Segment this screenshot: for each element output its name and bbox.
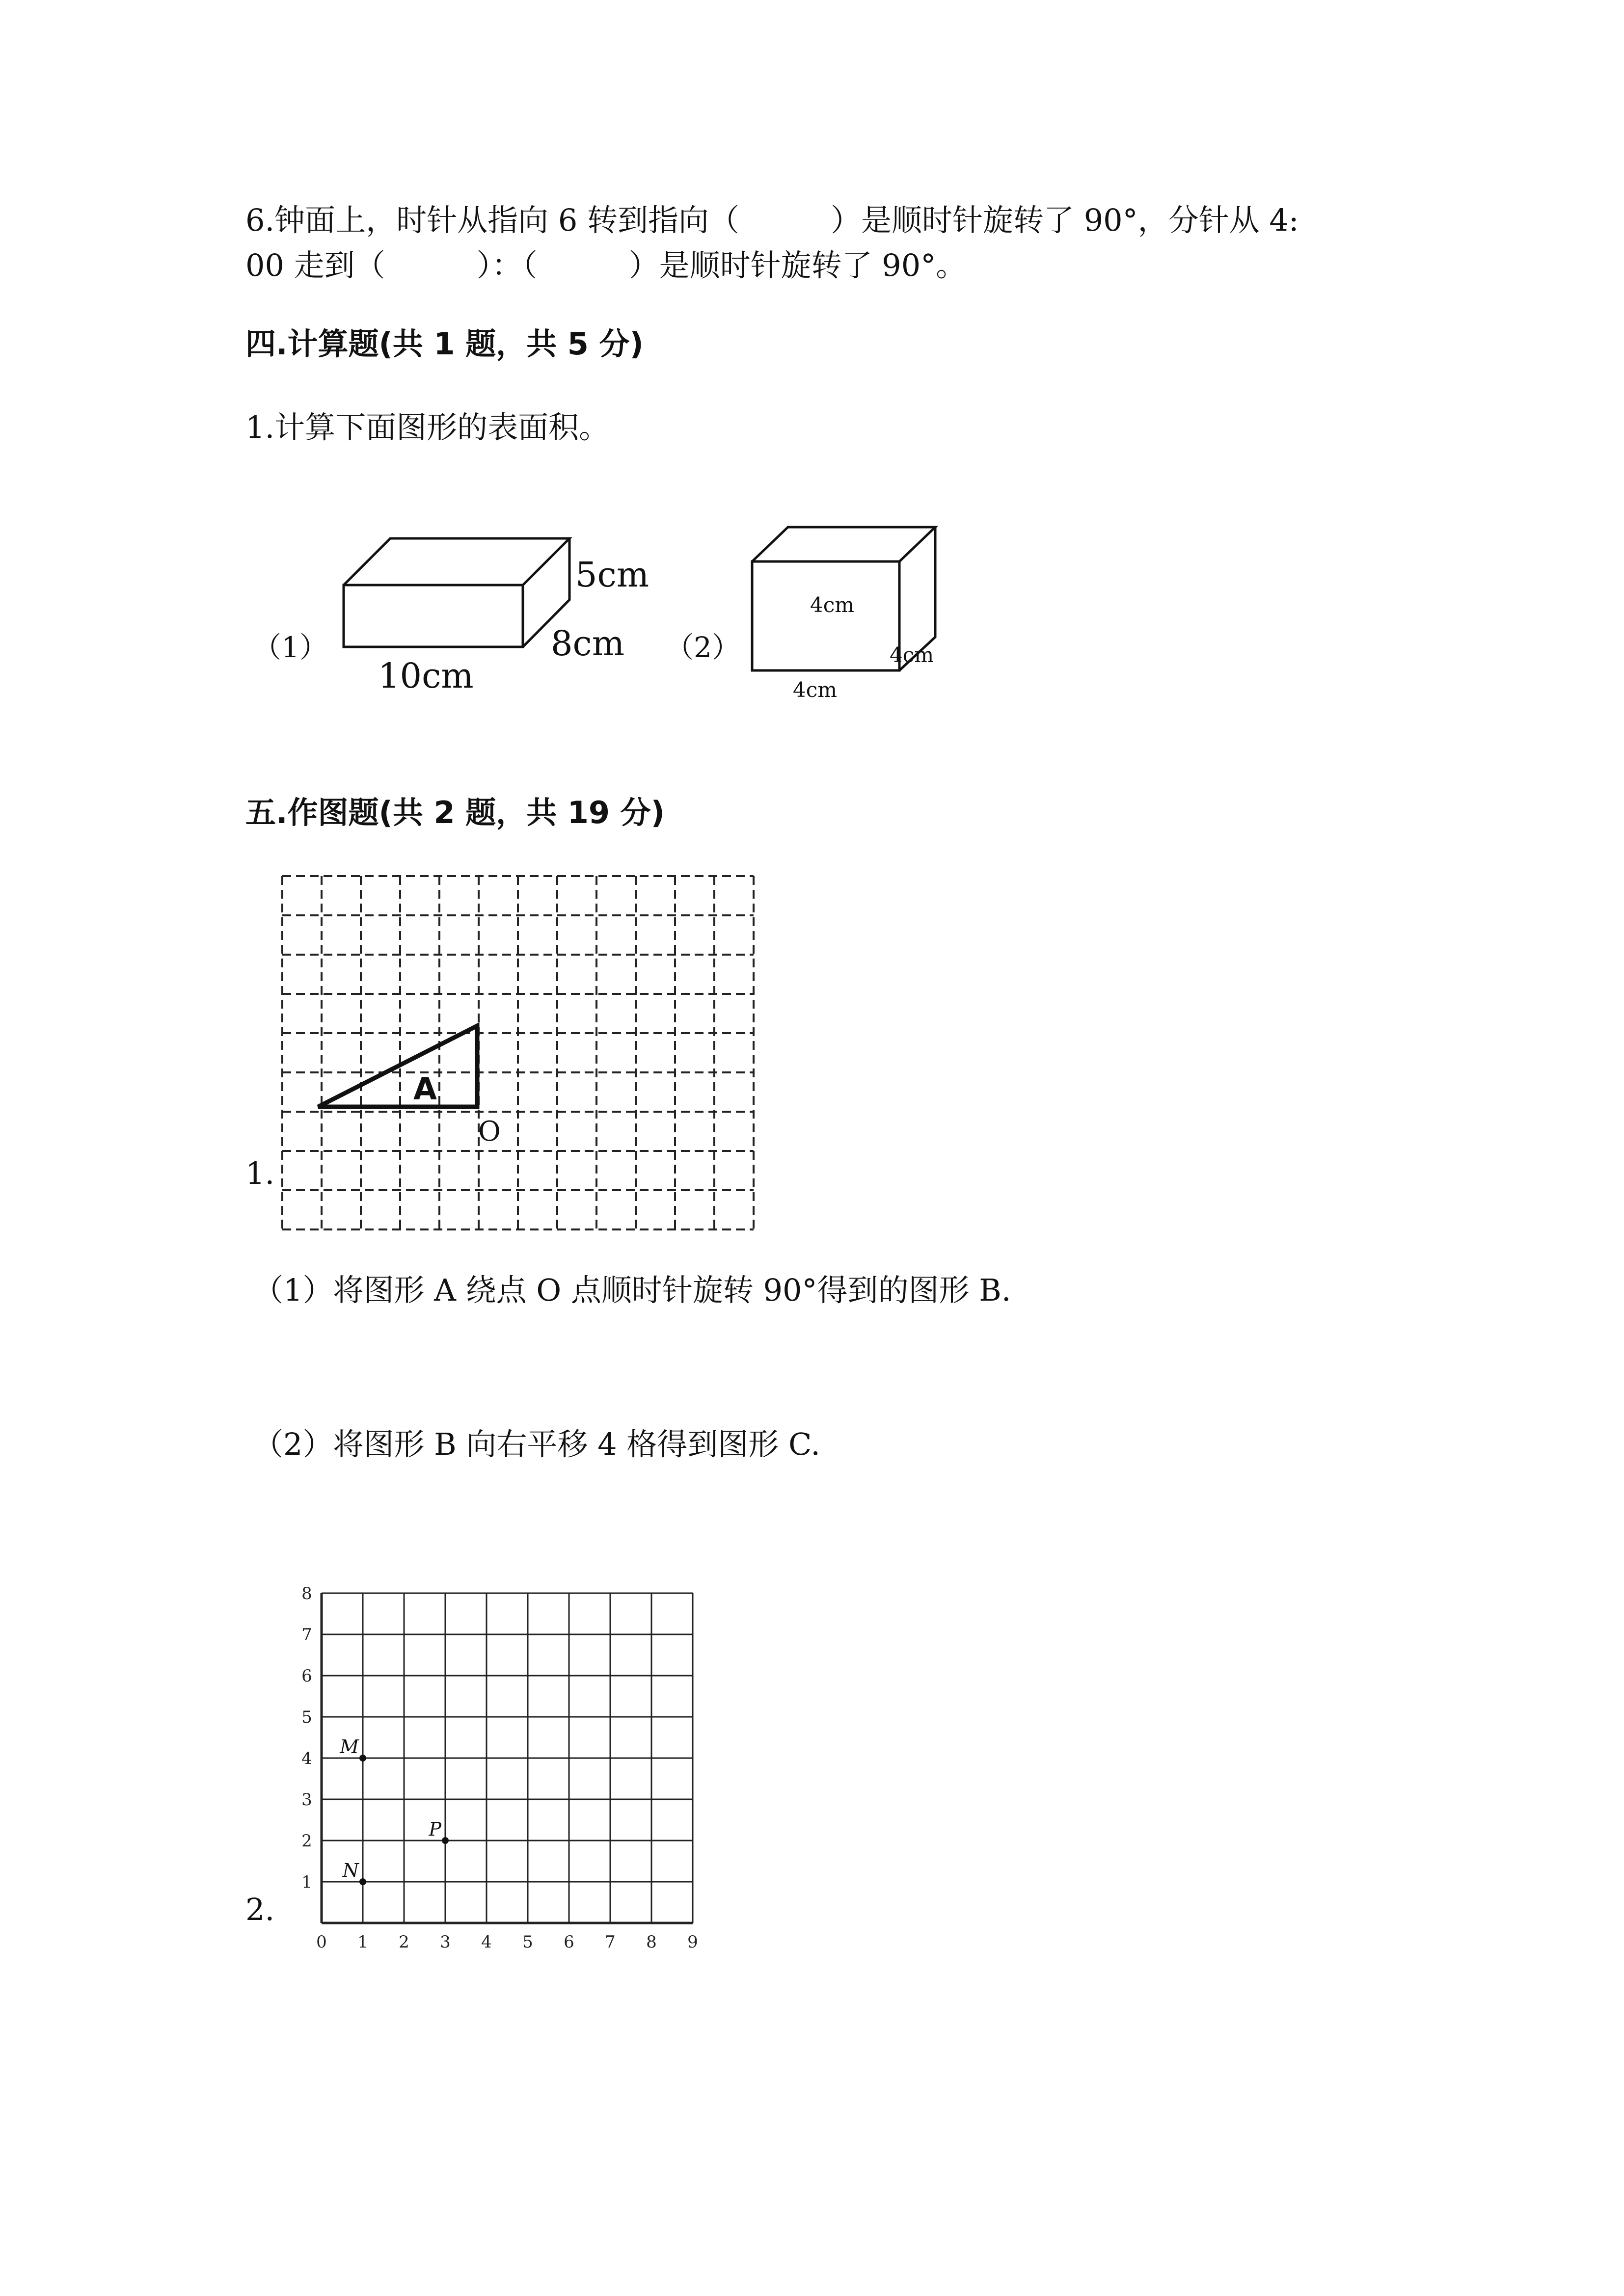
- y-tick-label: 6: [301, 1666, 312, 1686]
- y-tick-label: 3: [301, 1790, 312, 1810]
- cube-depth-label: 4cm: [890, 643, 934, 667]
- cube-height-label: 4cm: [810, 593, 855, 617]
- draw-question-1-part-2: （2）将图形 B 向右平移 4 格得到图形 C.: [253, 1426, 820, 1462]
- cuboid-front-face: [344, 585, 523, 647]
- x-tick-label: 3: [440, 1932, 451, 1952]
- x-tick-label: 0: [316, 1932, 327, 1952]
- x-tick-label: 6: [564, 1932, 574, 1952]
- x-tick-label: 7: [605, 1932, 616, 1952]
- y-tick-label: 2: [301, 1831, 312, 1851]
- cuboid-height-label: 5cm: [575, 555, 650, 595]
- cube-top-face: [752, 527, 935, 561]
- dashed-grid: [282, 876, 754, 1229]
- question-6-line2: 00 走到（ ）：（ ）是顺时针旋转了 90°。: [245, 247, 967, 283]
- point-n: [359, 1878, 366, 1885]
- figure-2-label: （2）: [665, 631, 740, 664]
- y-tick-label: 4: [301, 1749, 312, 1768]
- draw-question-2-number: 2.: [245, 1892, 275, 1927]
- draw-question-1-part-1: （1）将图形 A 绕点 O 点顺时针旋转 90°得到的图形 B.: [253, 1272, 1011, 1308]
- cube-width-label: 4cm: [793, 678, 838, 702]
- section-4-question-1: 1.计算下面图形的表面积。: [245, 409, 610, 445]
- y-tick-label: 5: [301, 1708, 312, 1727]
- draw-question-1-number: 1.: [245, 1155, 275, 1191]
- x-tick-label: 8: [646, 1932, 657, 1952]
- x-tick-label: 2: [399, 1932, 409, 1952]
- x-tick-label: 1: [357, 1932, 368, 1952]
- y-tick-label: 8: [301, 1584, 312, 1603]
- point-n-label: N: [342, 1860, 359, 1881]
- y-tick-label: 7: [301, 1625, 312, 1645]
- cuboid-top-face: [344, 538, 569, 585]
- x-tick-label: 9: [687, 1932, 698, 1952]
- section-4-heading: 四.计算题(共 1 题，共 5 分): [245, 326, 644, 362]
- point-o-label: O: [478, 1116, 501, 1148]
- point-p: [442, 1837, 449, 1844]
- point-m-label: M: [340, 1736, 359, 1758]
- question-6-line1: 6.钟面上，时针从指向 6 转到指向（ ）是顺时针旋转了 90°，分针从 4:: [245, 202, 1299, 238]
- section-5-heading: 五.作图题(共 2 题，共 19 分): [245, 795, 665, 830]
- cuboid-length-label: 10cm: [378, 656, 474, 696]
- point-m: [359, 1755, 366, 1762]
- point-p-label: P: [429, 1818, 441, 1840]
- x-tick-label: 4: [481, 1932, 492, 1952]
- y-tick-label: 1: [301, 1872, 312, 1892]
- x-tick-label: 5: [522, 1932, 533, 1952]
- figure-1-label: （1）: [253, 631, 328, 664]
- triangle-a: [318, 1026, 477, 1107]
- coordinate-grid: [301, 1584, 698, 1952]
- cuboid-depth-label: 8cm: [551, 623, 625, 664]
- shape-a-label: A: [413, 1071, 437, 1107]
